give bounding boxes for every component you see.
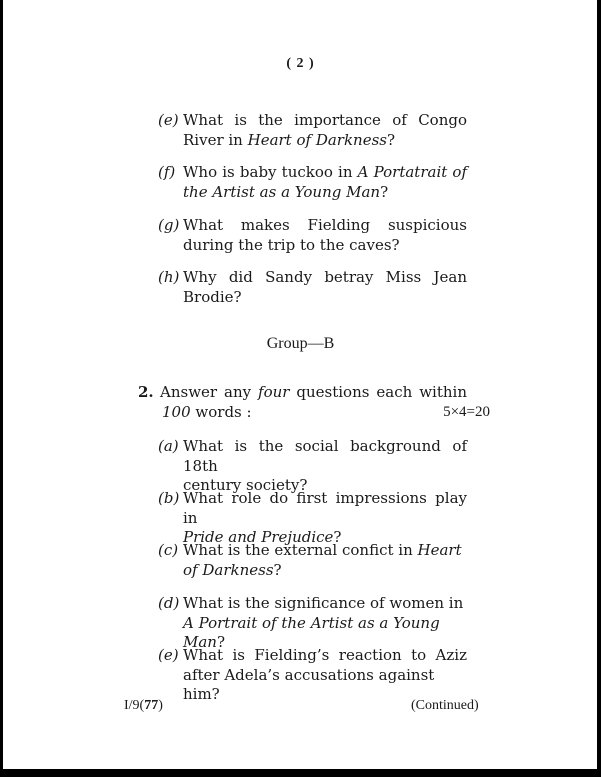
paper-code bbox=[124, 698, 163, 714]
question-number: 2. bbox=[138, 383, 154, 401]
text-run: I/9( bbox=[124, 698, 145, 713]
question-item-h bbox=[158, 268, 467, 307]
question-item-b bbox=[158, 489, 467, 548]
question-label: (c) bbox=[158, 541, 179, 559]
book-title: Pride and Prejudice bbox=[183, 528, 334, 546]
text-run: 77 bbox=[144, 698, 159, 713]
question-text-line2: during the trip to the caves? bbox=[183, 235, 400, 254]
question-item-e1 bbox=[158, 111, 467, 150]
question-text-line1 bbox=[183, 541, 467, 561]
question-text-line1 bbox=[183, 163, 467, 183]
book-title: Heart bbox=[417, 541, 462, 559]
text-run: ? bbox=[387, 130, 396, 149]
question-text-line1: What is the significance of women in bbox=[183, 594, 464, 612]
marks-allocation: 5×4=20 bbox=[443, 403, 490, 420]
text-run: ) bbox=[158, 698, 163, 713]
page-border-right bbox=[597, 0, 601, 777]
question-text-line1: What is Fielding’s reaction to Aziz bbox=[183, 646, 467, 664]
text-run: What is the external confict in bbox=[183, 541, 418, 559]
question-text-line1: What is the social background of 18th bbox=[183, 437, 467, 475]
question-label: (a) bbox=[158, 437, 179, 455]
book-title: of Darkness bbox=[183, 560, 274, 579]
page-border-left bbox=[0, 0, 3, 777]
text-run: Who is baby tuckoo in bbox=[183, 163, 358, 181]
question-text-line2 bbox=[183, 183, 467, 203]
question-2 bbox=[138, 383, 490, 422]
text-run: ? bbox=[216, 633, 226, 651]
question-label: (d) bbox=[158, 594, 180, 612]
text-run: ? bbox=[380, 182, 389, 201]
book-title: the Artist as a Young Man bbox=[183, 182, 381, 201]
book-title: Heart of Darkness bbox=[247, 130, 387, 149]
text-run: ? bbox=[273, 560, 282, 579]
text-run: words : bbox=[190, 402, 252, 421]
question-label: (g) bbox=[158, 216, 180, 234]
question-text-line1: What is the importance of Congo bbox=[183, 111, 467, 129]
group-heading: Group—B bbox=[266, 335, 335, 352]
question-text-line2: Brodie? bbox=[183, 287, 242, 306]
continued-label: (Continued) bbox=[411, 698, 479, 713]
text-run: ? bbox=[333, 528, 342, 546]
question-label: (b) bbox=[158, 489, 180, 507]
question-text-line2 bbox=[183, 561, 467, 581]
text-run: Answer any bbox=[160, 383, 259, 401]
question-item-c bbox=[158, 541, 467, 580]
book-title: A Portrait of the Artist as a Young Man bbox=[183, 613, 440, 651]
question-text-line2: century society? bbox=[183, 476, 308, 494]
question-label: (f) bbox=[158, 163, 176, 181]
emphasis: four bbox=[258, 383, 290, 401]
page-border-bottom bbox=[0, 769, 601, 777]
page-number: ( 2 ) bbox=[286, 56, 315, 71]
question-label: (h) bbox=[158, 268, 180, 286]
text-run: questions each within bbox=[289, 383, 467, 401]
question-item-e2 bbox=[158, 646, 467, 705]
emphasis: 100 bbox=[162, 402, 191, 421]
question-text-line2 bbox=[183, 131, 467, 151]
question-item-d bbox=[158, 594, 467, 653]
question-instruction-line1 bbox=[160, 383, 467, 403]
text-run: River in bbox=[183, 130, 248, 149]
question-label: (e) bbox=[158, 646, 179, 664]
question-text-line1: Why did Sandy betray Miss Jean bbox=[183, 268, 467, 286]
book-title: A Portatrait of bbox=[357, 163, 468, 181]
question-label: (e) bbox=[158, 111, 179, 129]
question-text-line1: What makes Fielding suspicious bbox=[183, 216, 467, 234]
question-item-g bbox=[158, 216, 467, 255]
question-instruction-line2 bbox=[162, 403, 490, 423]
question-item-a bbox=[158, 437, 467, 496]
question-text-line1: What role do first impressions play in bbox=[183, 489, 467, 527]
question-text-line2: after Adela’s accusations against him? bbox=[183, 665, 435, 703]
question-item-f bbox=[158, 163, 467, 202]
